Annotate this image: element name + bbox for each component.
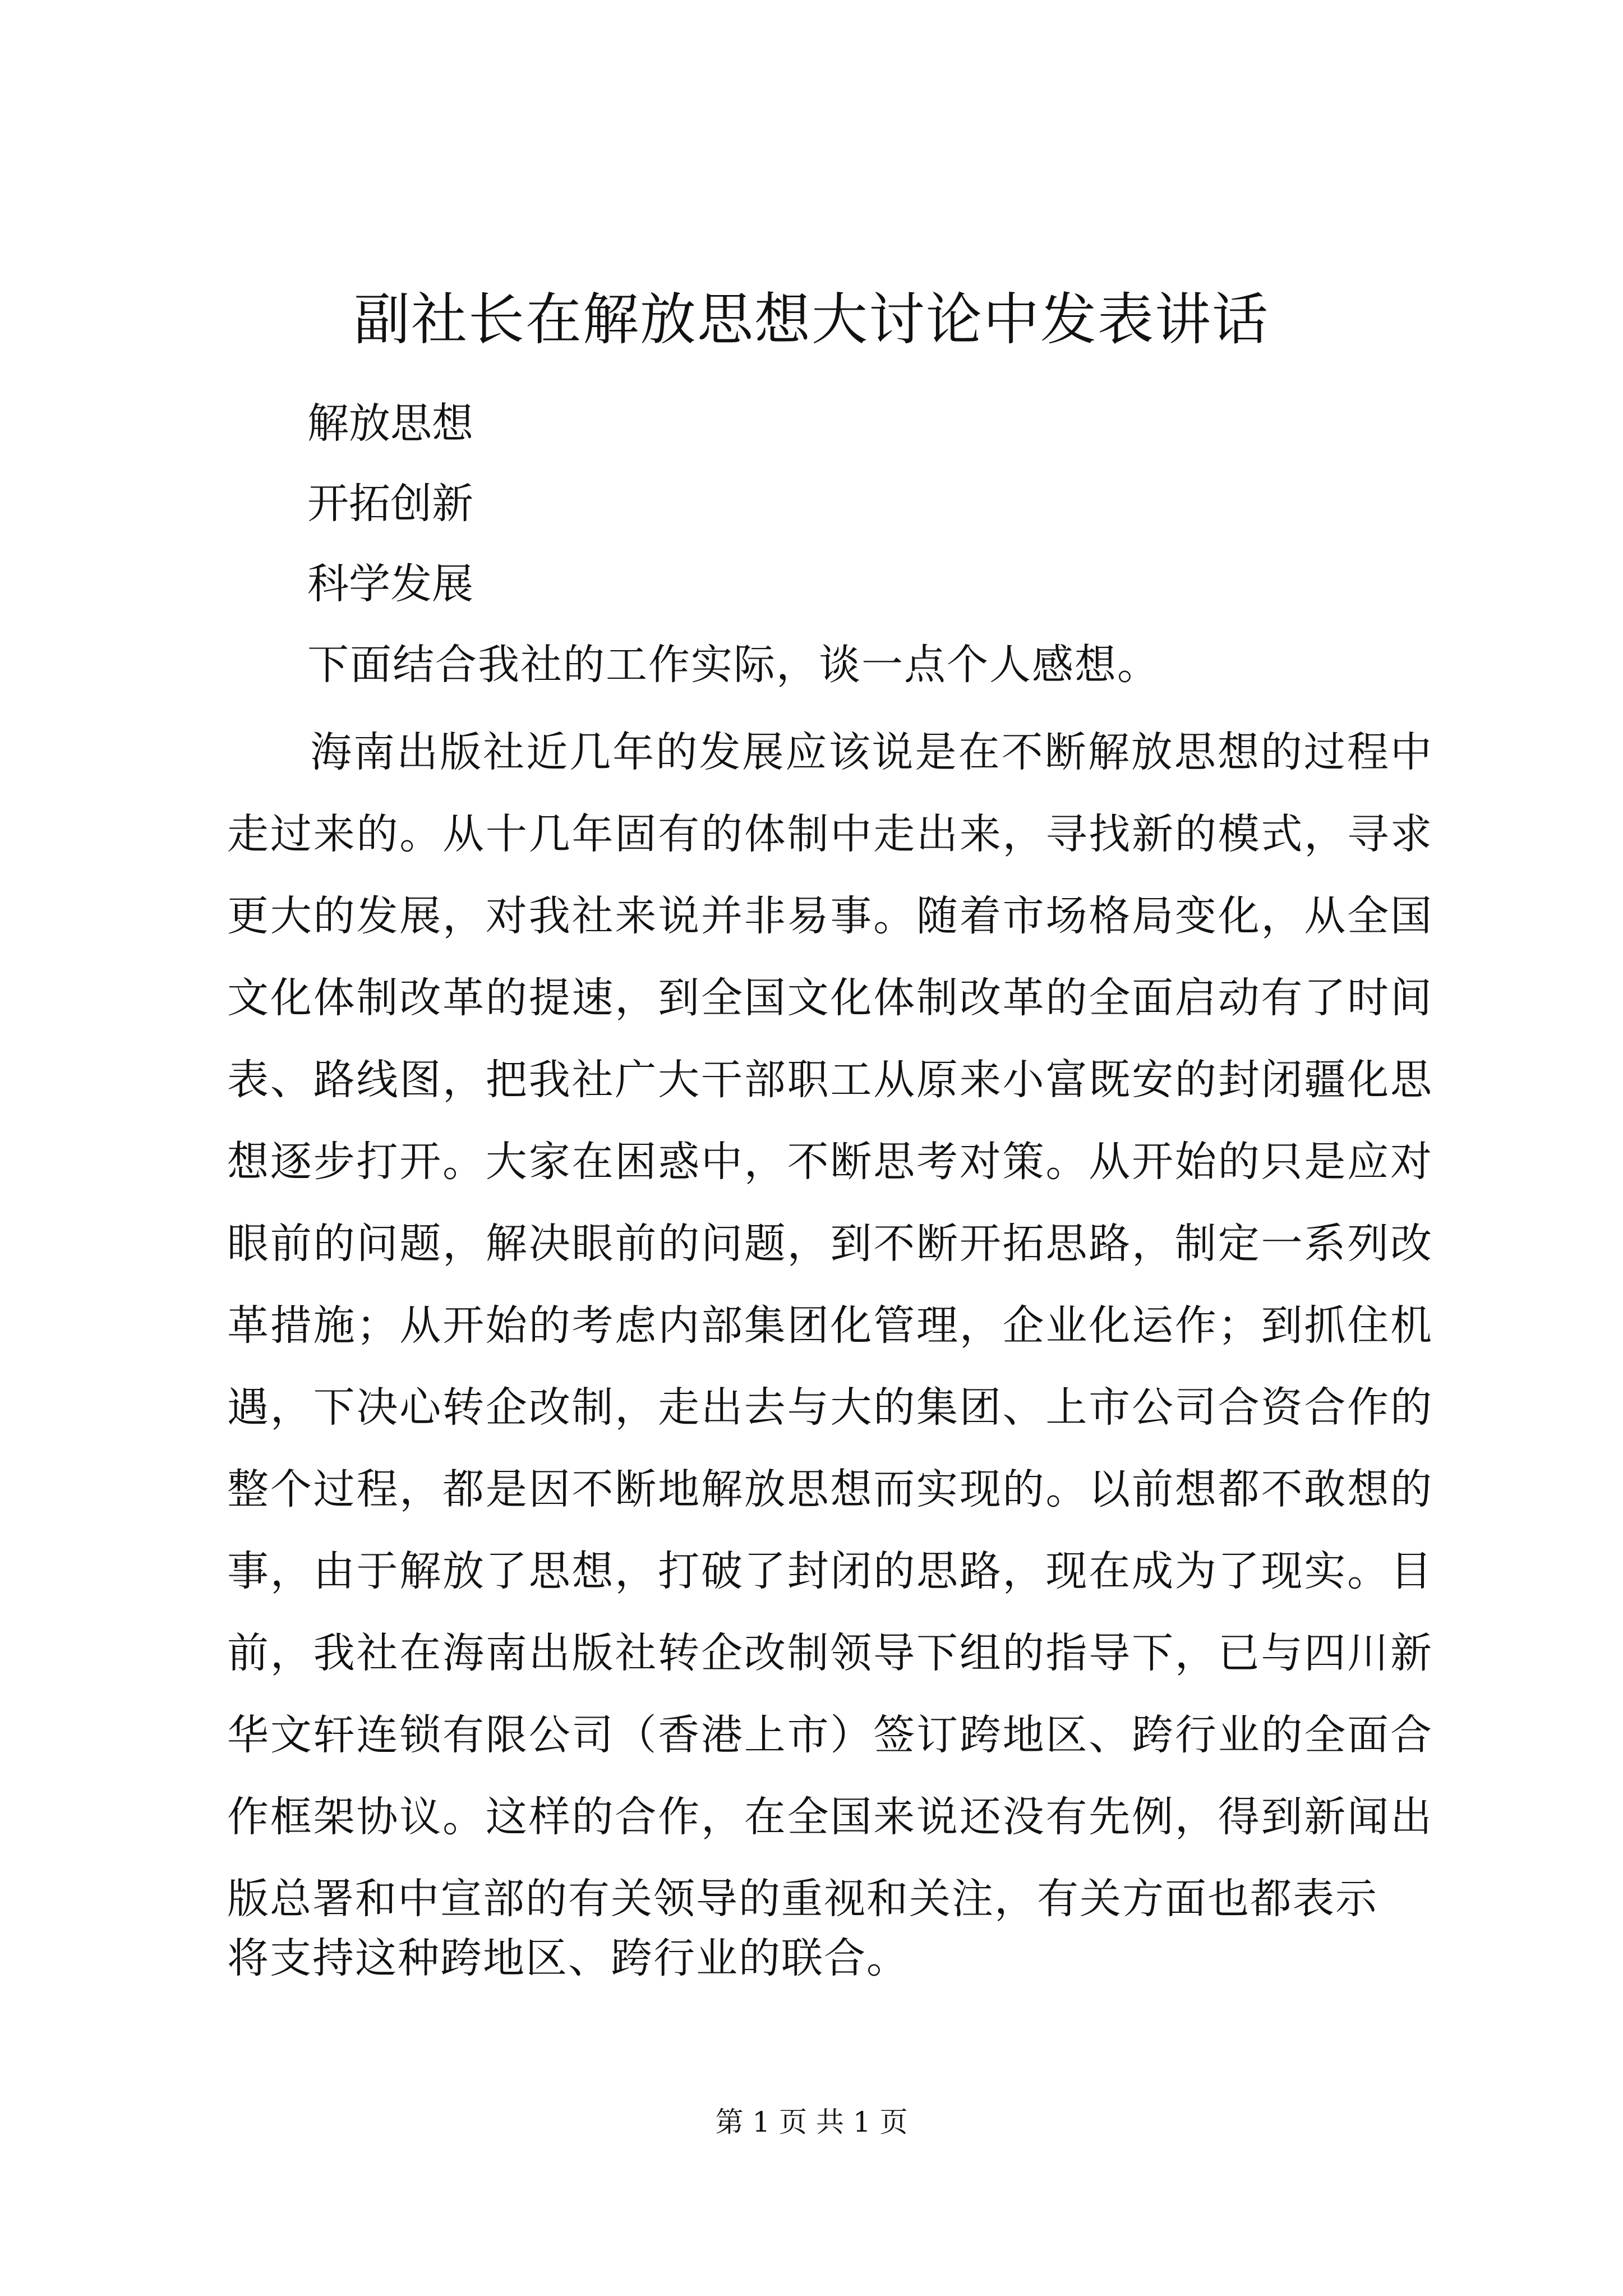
intro-sentence: 下面结合我社的工作实际，谈一点个人感想。 xyxy=(307,641,1160,689)
main-paragraph: 海南出版社近几年的发展应该说是在不断解放思想的过程中走过来的。从十几年固有的体制中走出来，寻找新的模式，寻求更大的发展，对我社来说并非易事。随着市场格局变化，从全国文化体制改革的提速，到全国文化体制改革的全面启动有了时间表、路线图，把我社广大干部职工从原来小富既安的封闭疆化思想逐步打开。大家在困惑中，不断思考对策。从开始的只是应对眼前的问题，解决眼前的问题，到不断开拓思路，制定一系列改革措施；从开始的考虑内部集团化管理，企业化运作；到抓住机遇，下决心转企改制，走出去与大的集团、上市公司合资合作的整个过程，都是因不断地解放思想而实现的。以前想都不敢想的事，由于解放了思想，打破了封闭的思路，现在成为了现实。目前，我社在海南出版社转企改制领导下组的指导下，已与四川新华文轩连锁有限公司（香港上市）签订跨地区、跨行业的全面合作框架协议。这样的合作，在全国来说还没有先例，得到新闻出版总署和中宣部的有关领导的重视和关注，有关方面也都表示 xyxy=(227,728,1433,1923)
closing-line: 将支持这种跨地区、跨行业的联合。 xyxy=(227,1934,909,1982)
slogan-line-3: 科学发展 xyxy=(307,560,473,608)
slogan-line-1: 解放思想 xyxy=(307,399,473,448)
document-title: 副社长在解放思想大讨论中发表讲话 xyxy=(354,287,1269,352)
page-number-footer: 第 1 页 共 1 页 xyxy=(715,2106,908,2138)
slogan-line-2: 开拓创新 xyxy=(307,480,473,528)
